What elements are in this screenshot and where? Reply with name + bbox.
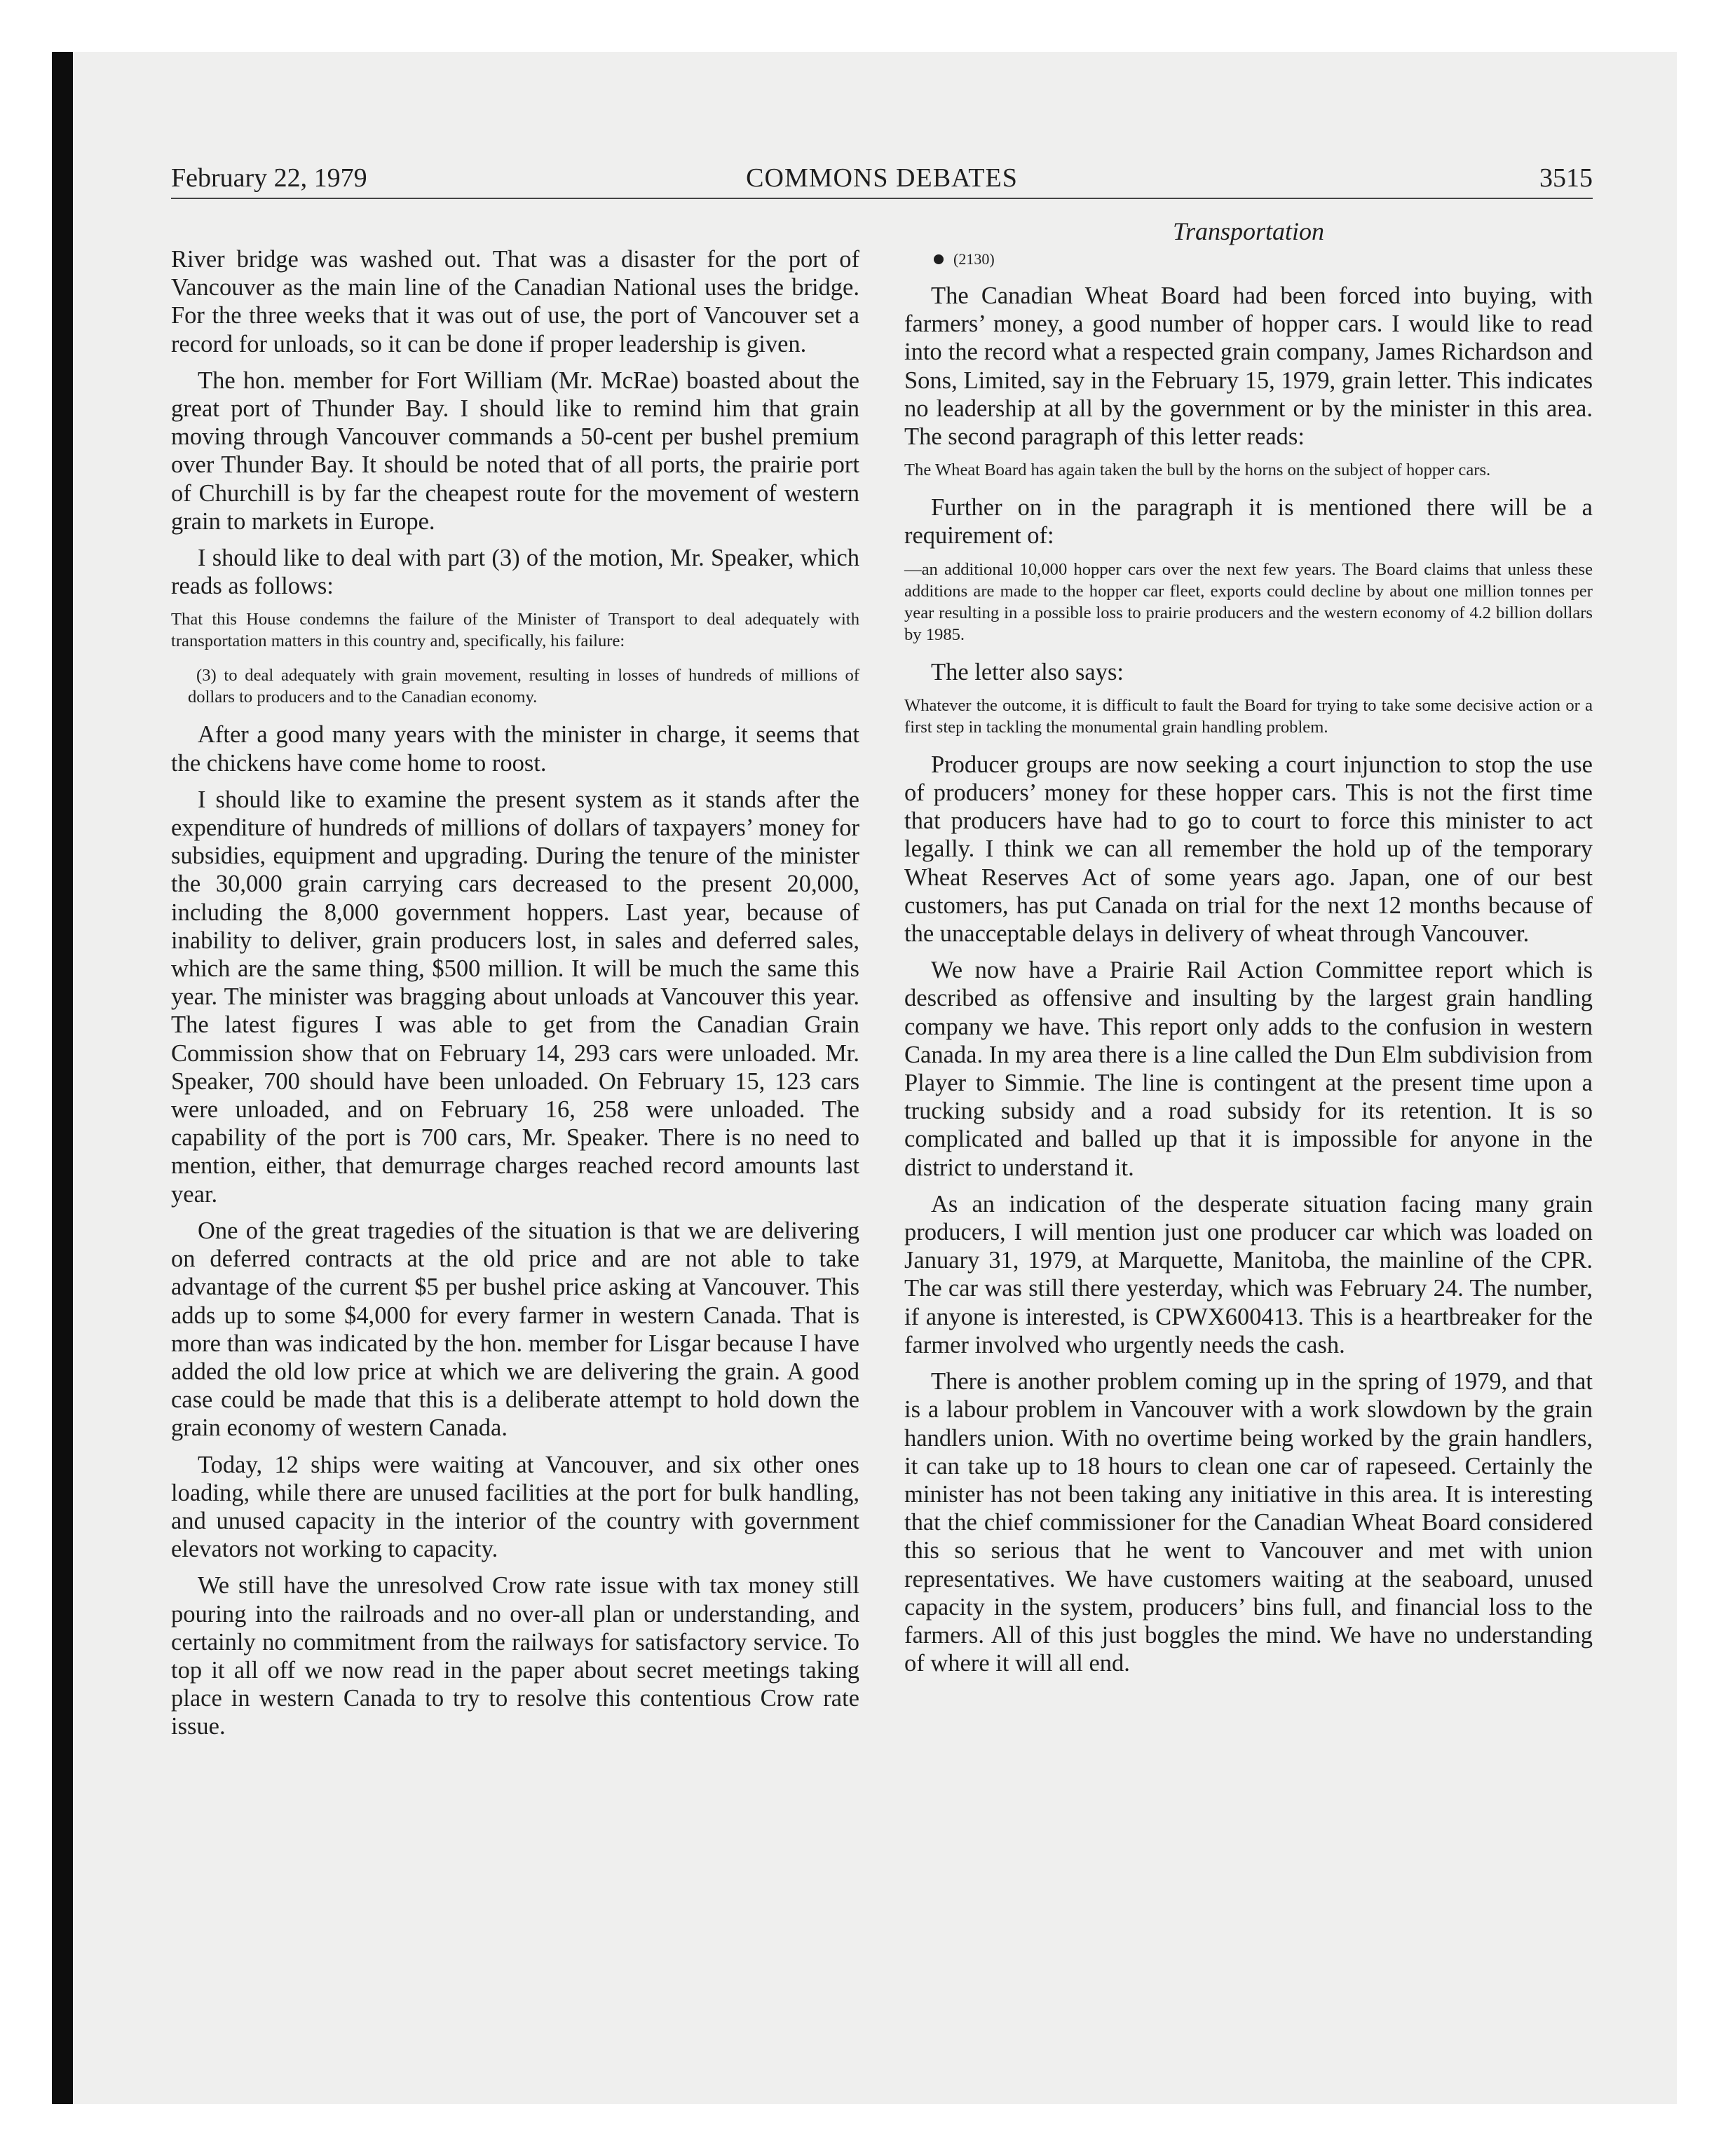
paragraph: The Canadian Wheat Board had been forced into buying, with farmers’ money, a good number of hopper cars. I would like to read into the record what a respected grain company, James Richardson and Sons, Limited, say in the February 15, 1979, grain letter. This indicates no leadership at all by the government or by the minister in this area. The second paragraph of this letter reads: [904, 282, 1593, 451]
scan-edge-bar [52, 52, 73, 2104]
paragraph: One of the great tragedies of the situation is that we are delivering on deferred contracts at the old price and are not able to take advantage of the current $5 per bushel price asking at Vancouver. This adds up to some $4,000 for every farmer in western Canada. That is more than was indicated by the hon. member for Lisgar because I have added the old low price at which we are delivering the grain. A good case could be made that this is a deliberate attempt to hold down the grain economy of western Canada. [171, 1217, 859, 1442]
left-column [171, 245, 859, 1749]
letter-quote: —an additional 10,000 hopper cars over the next few years. The Board claims that unless these additions are made to the hopper car fleet, exports could decline by about one million tonnes per year resulting in a possible loss to prairie producers and the western economy of 4.2 billion dollars by 1985. [904, 559, 1593, 644]
section-heading: Transportation [1172, 217, 1325, 245]
paragraph: The hon. member for Fort William (Mr. McRae) boasted about the great port of Thunder Bay. I should like to remind him that grain moving through Vancouver commands a 50-cent per bushel premium over Thunder Bay. It should be noted that of all ports, the prairie port of Churchill is by far the cheapest route for the movement of western grain to markets in Europe. [171, 367, 859, 535]
paragraph: As an indication of the desperate situation facing many grain producers, I will mention just one producer car which was loaded on January 31, 1979, at Marquette, Manitoba, the mainline of the CPR. The car was still there yesterday, which was February 24. The number, if anyone is interested, is CPWX600413. This is a heartbreaker for the farmer involved who urgently needs the cash. [904, 1190, 1593, 1358]
motion-quote: That this House condemns the failure of the Minister of Transport to deal adequately with transportation matters in this country and, specifically, his failure: [171, 610, 859, 651]
header-date: February 22, 1979 [171, 163, 367, 193]
bullet-icon [934, 254, 944, 264]
time-stamp [904, 245, 1593, 273]
letter-quote: Whatever the outcome, it is difficult to fault the Board for trying to take some decisive action or a first step in tackling the monumental grain handling problem. [904, 695, 1593, 737]
letter-quote: The Wheat Board has again taken the bull by the horns on the subject of hopper cars. [904, 460, 1491, 480]
page-header [171, 163, 1593, 199]
paragraph: Producer groups are now seeking a court injunction to stop the use of producers’ money for these hopper cars. This is not the first time that producers have had to go to court to force this minister to act legally. I think we can all remember the hold up of the temporary Wheat Reserves Act of some years ago. Japan, one of our best customers, has put Canada on trial for the next 12 months because of the unacceptable delays in delivery of wheat through Vancouver. [904, 751, 1593, 948]
paragraph: I should like to examine the present system as it stands after the expenditure of hundreds of millions of dollars of taxpayers’ money for subsidies, equipment and upgrading. During the tenure of the minister the 30,000 grain carrying cars decreased to the present 20,000, including the 8,000 government hoppers. Last year, because of inability to deliver, grain producers lost, in sales and deferred sales, which are the same thing, $500 million. It will be much the same this year. The minister was bragging about unloads at Vancouver this year. The latest figures I was able to get from the Canadian Grain Commission show that on February 14, 293 cars were unloaded. Mr. Speaker, 700 should have been unloaded. On February 15, 123 cars were unloaded, and on February 16, 258 were unloaded. The capability of the port is 700 cars, Mr. Speaker. There is no need to mention, either, that demurrage charges reached record amounts last year. [171, 786, 859, 1208]
right-column [904, 245, 1593, 1686]
header-page-number: 3515 [1539, 163, 1593, 193]
paragraph: After a good many years with the minister in charge, it seems that the chickens have come home to roost. [171, 721, 859, 777]
paragraph: Further on in the paragraph it is mentioned there will be a requirement of: [904, 494, 1593, 550]
time-stamp-text: (2130) [953, 250, 995, 268]
paragraph: The letter also says: [931, 658, 1124, 685]
paragraph: I should like to deal with part (3) of the motion, Mr. Speaker, which reads as follows: [171, 545, 859, 600]
paragraph: Today, 12 ships were waiting at Vancouver, and six other ones loading, while there are unused facilities at the port for bulk handling, and unused capacity in the interior of the country with government elevators not working to capacity. [171, 1451, 859, 1563]
paragraph: We now have a Prairie Rail Action Committee report which is described as offensive and insulting by the largest grain handling company we have. This report only adds to the confusion in western Canada. In my area there is a line called the Dun Elm subdivision from Player to Simmie. The line is contingent at the present time upon a trucking subsidy and a road subsidy for its retention. It is so complicated and balled up that it is impossible for anyone in the district to understand it. [904, 957, 1593, 1181]
motion-quote-part: (3) to deal adequately with grain movement, resulting in losses of hundreds of millions of dollars to producers and to the Canadian economy. [188, 666, 859, 707]
paragraph: There is another problem coming up in the spring of 1979, and that is a labour problem in Vancouver with a work slowdown by the grain handlers union. With no overtime being worked by the grain handlers, it can take up to 18 hours to clean one car of rapeseed. Certainly the minister has not been taking any initiative in this area. It is interesting that the chief commissioner for the Canadian Wheat Board considered this so serious that he went to Vancouver and met with union representatives. We have customers waiting at the seaboard, unused capacity in the system, producers’ bins full, and financial loss to the farmers. All of this just boggles the mind. We have no understanding of where it will all end. [904, 1368, 1593, 1677]
paragraph: River bridge was washed out. That was a disaster for the port of Vancouver as the main line of the Canadian National uses the bridge. For the three weeks that it was out of use, the port of Vancouver set a record for unloads, so it can be done if proper leadership is given. [171, 246, 859, 357]
paragraph: We still have the unresolved Crow rate issue with tax money still pouring into the railroads and no over-all plan or understanding, and certainly no commitment from the railways for satisfactory service. To top it all off we now read in the paper about secret meetings taking place in western Canada to try to resolve this contentious Crow rate issue. [171, 1572, 859, 1740]
header-title: COMMONS DEBATES [746, 163, 1018, 193]
